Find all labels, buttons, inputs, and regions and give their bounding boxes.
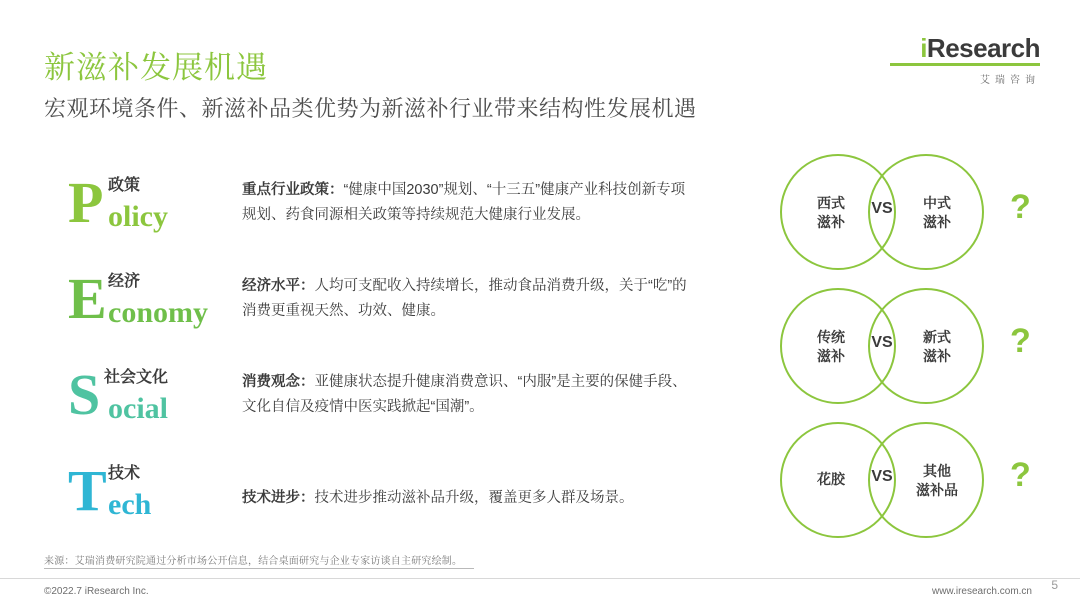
- venn-diagram-area: [760, 150, 1060, 550]
- pest-rest-letters: ocial: [108, 392, 168, 425]
- pest-letter-policy: [60, 170, 230, 260]
- pest-rest-letters: ech: [108, 488, 152, 521]
- venn-label-right-line2: 滋补: [923, 348, 951, 364]
- venn-label-right: [892, 194, 982, 232]
- venn-label-left-line1: 传统: [817, 329, 845, 345]
- pest-cn-label: 政策: [108, 177, 141, 194]
- footer-divider: [0, 578, 1080, 579]
- pest-text-body: 人均可支配收入持续增长，推动食品消费升级，关于“吃”的消费更重视天然、功效、健康。: [242, 278, 687, 319]
- pest-text-heading: 重点行业政策：: [242, 182, 344, 198]
- venn-label-left-line2: 滋补: [817, 214, 845, 230]
- venn-group-3: [760, 418, 1060, 548]
- venn-vs-label: VS: [871, 468, 893, 485]
- venn-label-right: [892, 328, 982, 366]
- pest-text-social: [242, 370, 692, 420]
- logo-i: i: [920, 33, 927, 63]
- pest-row-tech: [60, 458, 700, 554]
- pest-list: [60, 170, 700, 554]
- venn-label-right-line1: 中式: [923, 195, 951, 211]
- pest-letter-social: [60, 362, 230, 452]
- venn-label-right-line2: 滋补品: [916, 482, 958, 498]
- pest-rest-letters: olicy: [108, 200, 168, 233]
- pest-cn-label: 经济: [108, 273, 141, 290]
- pest-row-policy: [60, 170, 700, 266]
- pest-text-economy: [242, 274, 692, 324]
- question-mark-icon: ?: [1010, 188, 1031, 226]
- pest-letter-tech: [60, 458, 230, 548]
- question-mark-icon: ?: [1010, 456, 1031, 494]
- venn-label-right-line2: 滋补: [923, 214, 951, 230]
- venn-group-2: [760, 284, 1060, 414]
- source-underline: [44, 568, 474, 569]
- pest-text-body: “健康中国2030”规划、“十三五”健康产业科技创新专项规划、药食同源相关政策等持续规范大健康行业发展。: [242, 182, 686, 223]
- copyright-text: ©2022.7 iResearch Inc.: [44, 586, 149, 597]
- pest-big-letter: E: [68, 266, 107, 331]
- pest-big-letter: S: [68, 362, 101, 427]
- iresearch-logo: [890, 34, 1040, 86]
- pest-text-heading: 消费观念：: [242, 374, 315, 390]
- pest-cn-label: 技术: [108, 465, 141, 482]
- venn-vs-label: VS: [871, 334, 893, 351]
- pest-text-heading: 技术进步：: [242, 490, 315, 506]
- venn-label-right: [892, 462, 982, 500]
- pest-big-letter: P: [68, 170, 104, 235]
- venn-label-left-line1: 花胶: [817, 471, 845, 487]
- question-mark-icon: ?: [1010, 322, 1031, 360]
- pest-row-social: [60, 362, 700, 458]
- logo-subtitle: 艾瑞咨询: [980, 75, 1040, 86]
- website-text: www.iresearch.com.cn: [931, 586, 1032, 597]
- pest-big-letter: T: [68, 458, 107, 523]
- pest-text-body: 亚健康状态提升健康消费意识、“内服”是主要的保健手段、文化自信及疫情中医实践掀起“国潮”。: [242, 374, 687, 415]
- pest-rest-letters: conomy: [108, 296, 208, 329]
- logo-underline-bar: [890, 63, 1040, 66]
- pest-text-tech: [242, 486, 692, 511]
- pest-text-policy: [242, 178, 692, 228]
- pest-row-economy: [60, 266, 700, 362]
- logo-wordmark: [890, 34, 1040, 62]
- source-note: 来源：艾瑞消费研究院通过分析市场公开信息，结合桌面研究与企业专家访谈自主研究绘制。: [44, 556, 463, 567]
- page-title: 新滋补发展机遇: [44, 50, 268, 85]
- venn-label-left-line2: 滋补: [817, 348, 845, 364]
- venn-label-right-line1: 其他: [923, 463, 951, 479]
- venn-label-left-line1: 西式: [817, 195, 845, 211]
- pest-letter-economy: [60, 266, 230, 356]
- pest-cn-label: 社会文化: [104, 369, 169, 386]
- page-subtitle: 宏观环境条件、新滋补品类优势为新滋补行业带来结构性发展机遇: [44, 96, 697, 121]
- logo-research: Research: [926, 33, 1040, 63]
- page-number: 5: [1051, 578, 1058, 592]
- venn-vs-label: VS: [871, 200, 893, 217]
- pest-text-body: 技术进步推动滋补品升级，覆盖更多人群及场景。: [314, 490, 634, 506]
- venn-group-1: [760, 150, 1060, 280]
- pest-text-heading: 经济水平：: [242, 278, 315, 294]
- venn-label-right-line1: 新式: [923, 329, 951, 345]
